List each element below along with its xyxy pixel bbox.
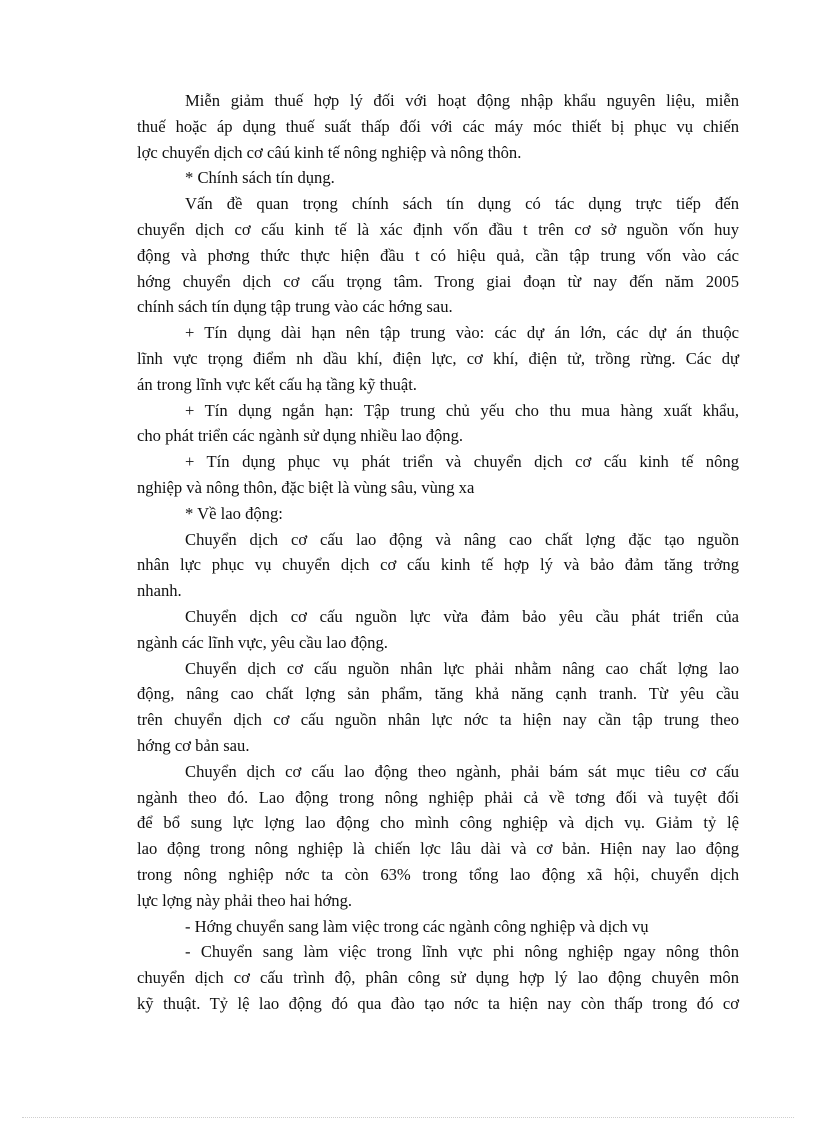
text-line: - Hớng chuyển sang làm việc trong các ngành công nghiệp và dịch vụ: [185, 916, 649, 936]
page-bottom-rule: [22, 1117, 794, 1118]
text-line: Chuyển dịch cơ cấu lao động và nâng cao chất lợng đặc tạo nguồn: [185, 529, 739, 549]
text-line: lĩnh vực trọng điểm nh dầu khí, điện lực, cơ khí, điện tử, trồng rừng. Các dự: [137, 348, 739, 368]
text-line: để bổ sung lực lợng lao động cho mình công nghiệp và dịch vụ. Giảm tỷ lệ: [137, 813, 739, 833]
text-line: trên chuyển dịch cơ cấu nguồn nhân lực nớc ta hiện nay cần tập trung theo: [137, 710, 739, 730]
text-line: + Tín dụng ngắn hạn: Tập trung chủ yếu cho thu mua hàng xuất khẩu,: [185, 400, 739, 420]
document-body: [137, 88, 739, 1017]
text-line: Miễn giảm thuế hợp lý đối với hoạt động nhập khẩu nguyên liệu, miễn: [185, 91, 739, 110]
text-line: lợc chuyển dịch cơ câú kinh tế nông nghiệp và nông thôn.: [137, 142, 522, 162]
text-line: * Về lao động:: [185, 503, 283, 523]
text-line: trong nông nghiệp nớc ta còn 63% trong tổng lao động xã hội, chuyển dịch: [137, 864, 739, 884]
text-line: - Chuyển sang làm việc trong lĩnh vực phi nông nghiệp ngay nông thôn: [185, 942, 739, 962]
text-line: Vấn đề quan trọng chính sách tín dụng có tác dụng trực tiếp đến: [185, 194, 739, 214]
text-line: ngành các lĩnh vực, yêu cầu lao động.: [137, 632, 388, 652]
text-line: lao động trong nông nghiệp là chiến lợc lâu dài và cơ bản. Hiện nay lao động: [137, 839, 739, 859]
text-line: thuế hoặc áp dụng thuế suất thấp đối với các máy móc thiết bị phục vụ chiến: [137, 116, 739, 136]
text-line: * Chính sách tín dụng.: [185, 168, 335, 188]
text-line: chuyển dịch cơ cấu kinh tế là xác định vốn đầu t trên cơ sở nguồn vốn huy: [137, 219, 739, 239]
text-line: nghiệp và nông thôn, đặc biệt là vùng sâu, vùng xa: [137, 477, 475, 497]
text-line: án trong lĩnh vực kết cấu hạ tầng kỹ thuật.: [137, 374, 417, 394]
text-line: Chuyển dịch cơ cấu nguồn lực vừa đảm bảo yêu cầu phát triển của: [185, 606, 739, 626]
text-line: + Tín dụng phục vụ phát triển và chuyển dịch cơ cấu kinh tế nông: [185, 452, 739, 472]
text-line: chuyển dịch cơ cấu trình độ, phân công sử dụng hợp lý lao động chuyên môn: [137, 968, 739, 988]
text-line: kỹ thuật. Tỷ lệ lao động đó qua đào tạo nớc ta hiện nay còn thấp trong đó cơ: [137, 993, 739, 1013]
text-line: chính sách tín dụng tập trung vào các hớng sau.: [137, 297, 453, 317]
text-line: nhân lực phục vụ chuyển dịch cơ cấu kinh tế hợp lý và bảo đảm tăng trởng: [137, 555, 739, 575]
text-line: động và phơng thức thực hiện đầu t có hiệu quả, cần tập trung vốn vào các: [137, 245, 739, 265]
text-line: hớng cơ bản sau.: [137, 735, 250, 755]
text-line: hớng chuyển dịch cơ cấu trọng tâm. Trong giai đoạn từ nay đến năm 2005: [137, 271, 739, 291]
text-line: Chuyển dịch cơ cấu nguồn nhân lực phải nhằm nâng cao chất lợng lao: [185, 658, 739, 678]
text-line: ngành theo đó. Lao động trong nông nghiệp phải cả về tơng đối và tuyệt đối: [137, 787, 739, 807]
text-line: cho phát triển các ngành sử dụng nhiều lao động.: [137, 426, 464, 446]
text-line: lực lợng này phải theo hai hớng.: [137, 890, 353, 910]
text-line: động, nâng cao chất lợng sản phẩm, tăng khả năng cạnh tranh. Từ yêu cầu: [137, 684, 739, 704]
text-line: Chuyển dịch cơ cấu lao động theo ngành, phải bám sát mục tiêu cơ cấu: [185, 761, 739, 781]
text-line: nhanh.: [137, 581, 182, 601]
text-line: + Tín dụng dài hạn nên tập trung vào: các dự án lớn, các dự án thuộc: [185, 323, 739, 343]
